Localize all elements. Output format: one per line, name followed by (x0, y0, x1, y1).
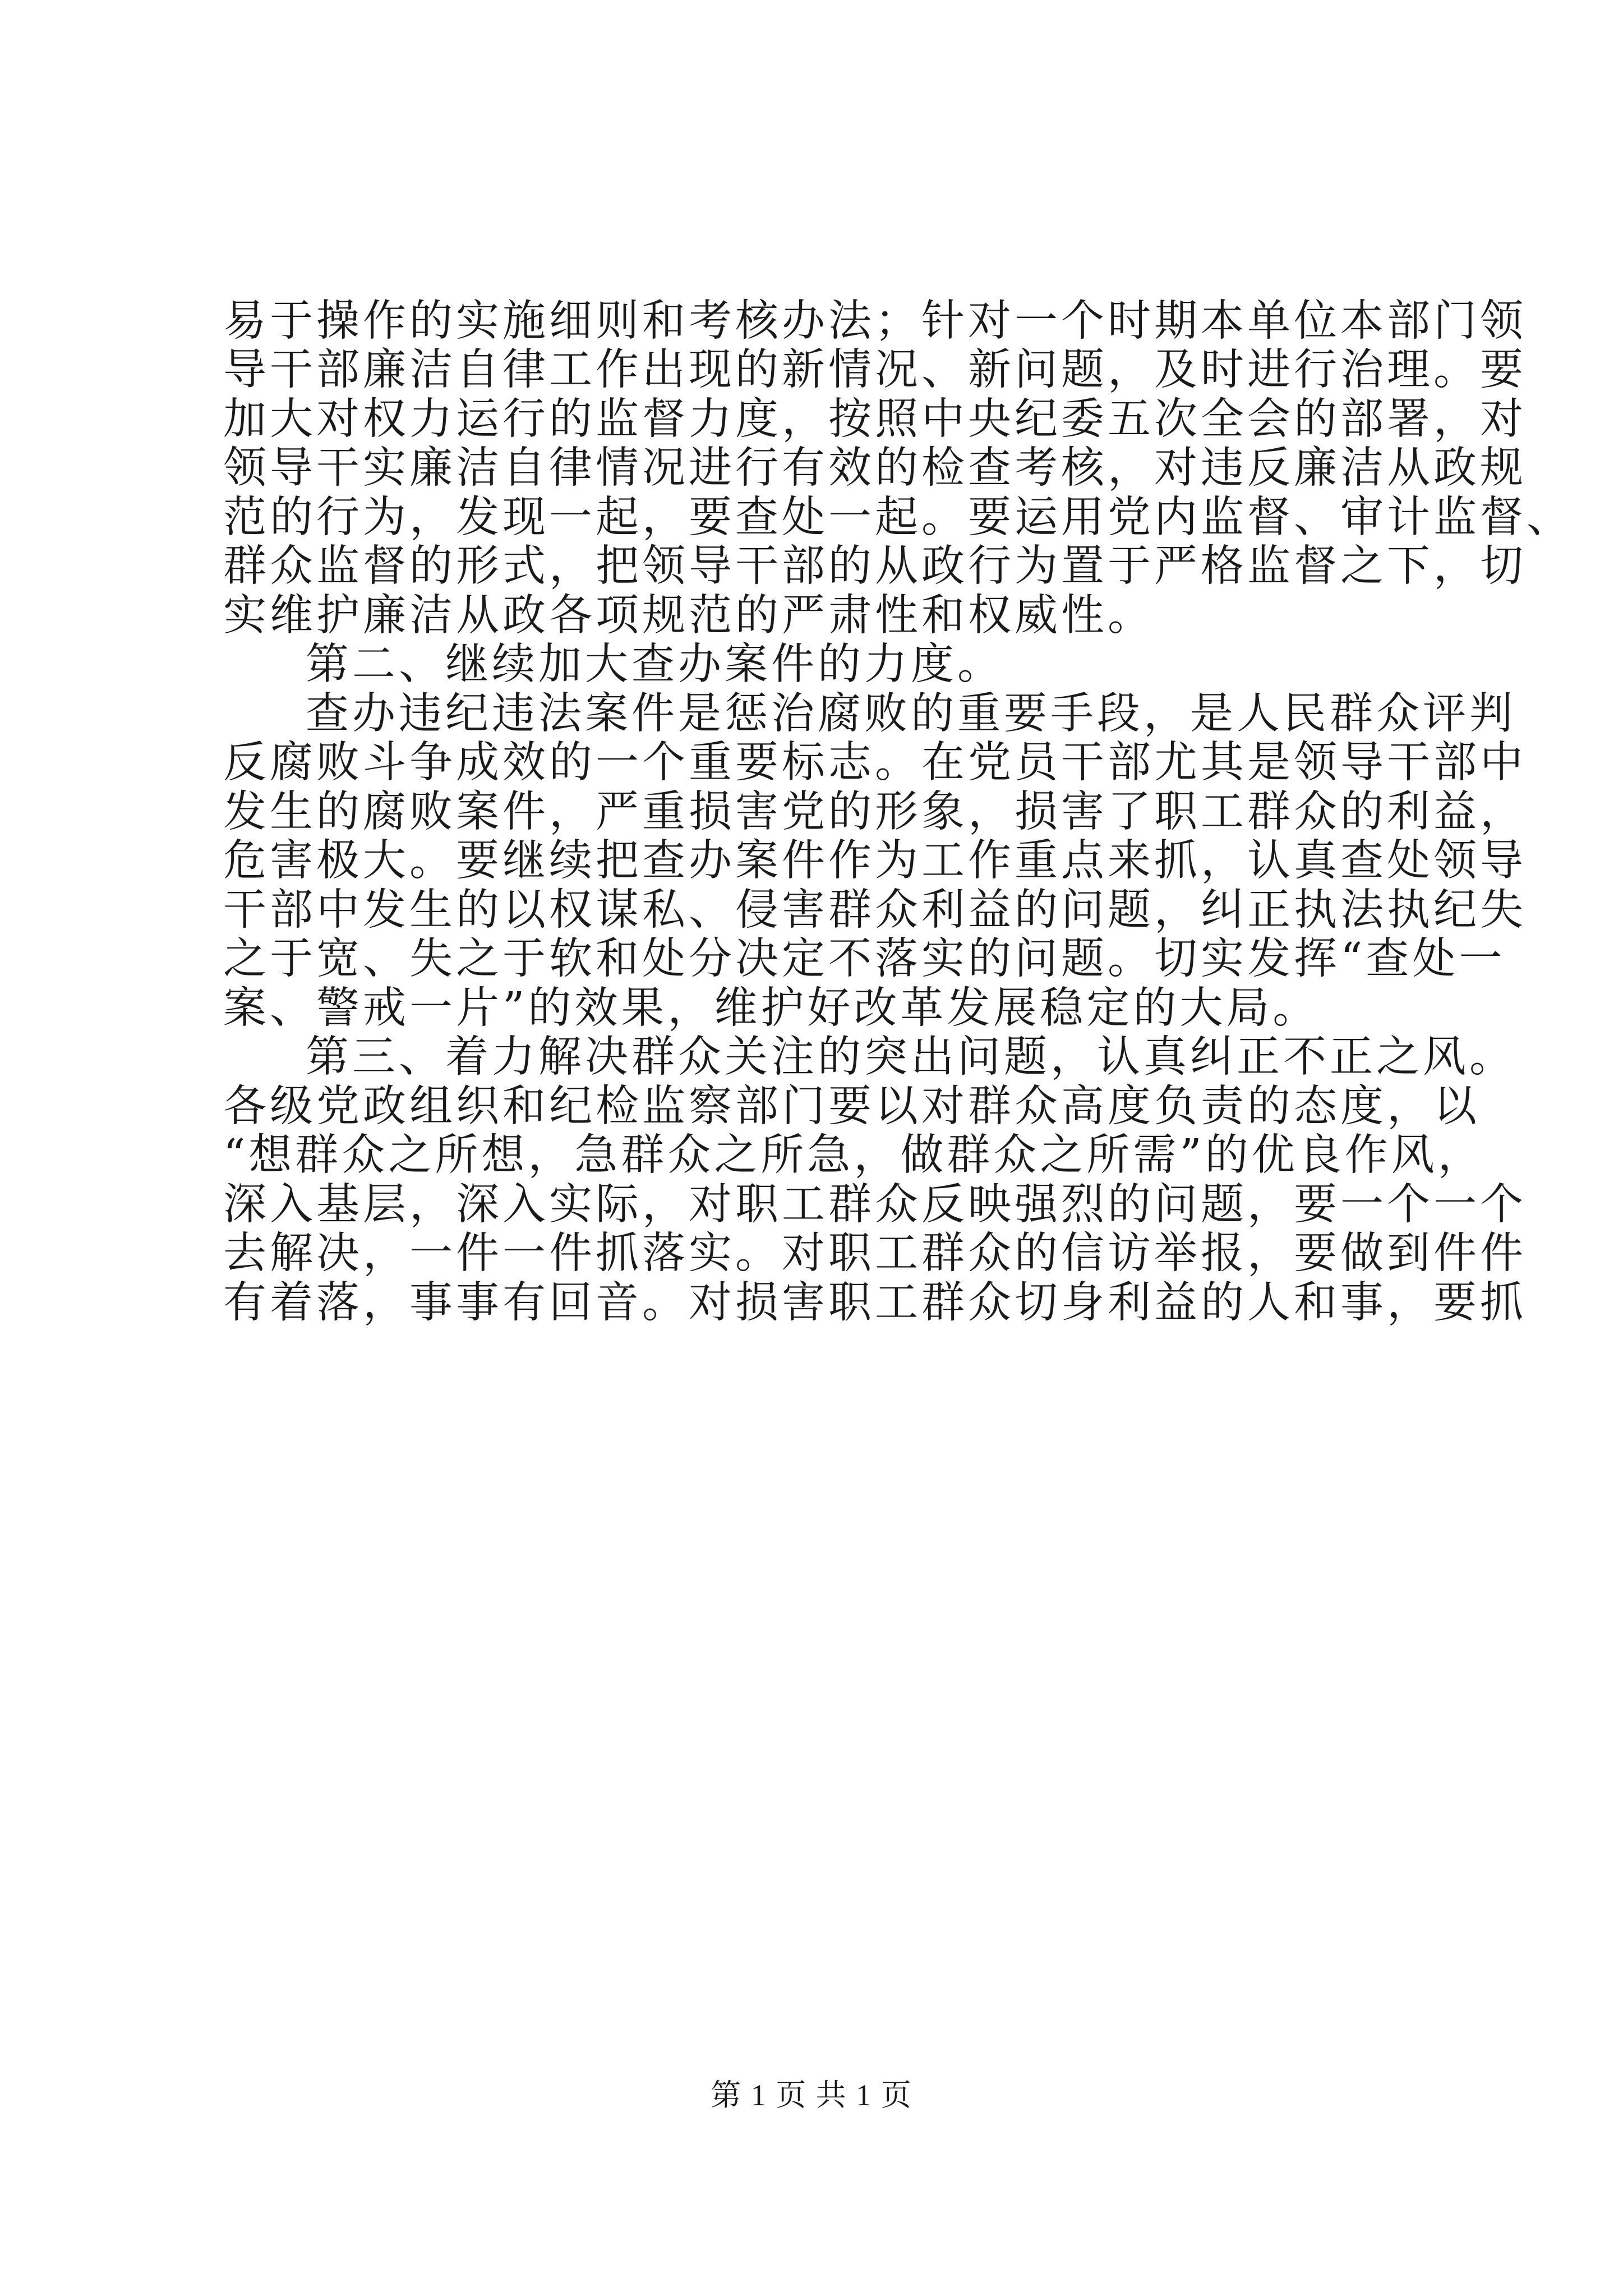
text-line: 领导干实廉洁自律情况进行有效的检查考核，对违反廉洁从政规 (223, 443, 1527, 493)
text-line: 案、警戒一片”的效果，维护好改革发展稳定的大局。 (223, 983, 1320, 1033)
text-line: 有着落，事事有回音。对损害职工群众切身利益的人和事，要抓 (223, 1278, 1527, 1328)
text-line: 群众监督的形式，把领导干部的从政行为置于严格监督之下，切 (223, 541, 1527, 591)
text-line: 易于操作的实施细则和考核办法；针对一个时期本单位本部门领 (223, 296, 1527, 346)
text-line: 发生的腐败案件，严重损害党的形象，损害了职工群众的利益， (223, 787, 1527, 837)
text-line: 反腐败斗争成效的一个重要标志。在党员干部尤其是领导干部中 (223, 738, 1527, 788)
page-footer: 第 1 页 共 1 页 (711, 2078, 912, 2112)
text-line: 加大对权力运行的监督力度，按照中央纪委五次全会的部署，对 (223, 394, 1527, 444)
text-line: 导干部廉洁自律工作出现的新情况、新问题，及时进行治理。要 (223, 345, 1527, 395)
text-line: 各级党政组织和纪检监察部门要以对群众高度负责的态度，以 (223, 1082, 1480, 1131)
text-line: 范的行为，发现一起，要查处一起。要运用党内监督、审计监督、 (223, 493, 1573, 542)
section-heading: 第三、着力解决群众关注的突出问题，认真纠正不正之风。 (306, 1032, 1516, 1082)
text-line: 深入基层，深入实际，对职工群众反映强烈的问题，要一个一个 (223, 1180, 1527, 1230)
text-line: “想群众之所想，急群众之所急，做群众之所需”的优良作风， (223, 1130, 1484, 1180)
text-line: 实维护廉洁从政各项规范的严肃性和权威性。 (223, 591, 1154, 641)
text-line: 危害极大。要继续把查办案件作为工作重点来抓，认真查处领导 (223, 836, 1527, 886)
text-line: 之于宽、失之于软和处分决定不落实的问题。切实发挥“查处一 (223, 934, 1506, 984)
text-line: 查办违纪违法案件是惩治腐败的重要手段，是人民群众评判 (306, 689, 1516, 739)
text-line: 去解决，一件一件抓落实。对职工群众的信访举报，要做到件件 (223, 1228, 1527, 1278)
text-line: 干部中发生的以权谋私、侵害群众利益的问题，纠正执法执纪失 (223, 885, 1527, 935)
section-heading: 第二、继续加大查办案件的力度。 (306, 639, 1004, 689)
